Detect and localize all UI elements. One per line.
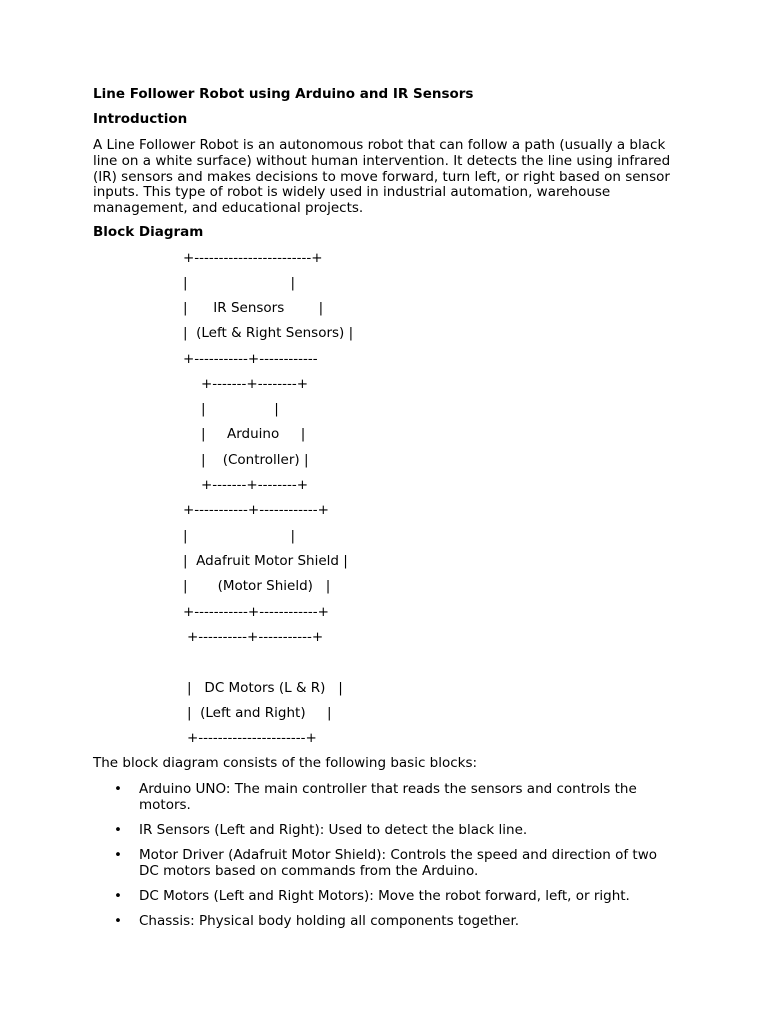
diagram-line: | (Motor Shield) | (183, 578, 331, 594)
diagram-line: | DC Motors (L & R) | (187, 680, 343, 696)
diagram-line: | (Left and Right) | (187, 705, 332, 721)
diagram-line: +----------+-----------+ (187, 629, 324, 645)
diagram-line: | Adafruit Motor Shield | (183, 553, 348, 569)
diagram-line: | | (183, 275, 296, 291)
diagram-line: +------------------------+ (183, 250, 323, 266)
diagram-line: | Arduino | (201, 426, 306, 442)
list-item (93, 782, 679, 814)
list-item-text: DC Motors (Left and Right Motors): Move the robot forward, left, or right. (139, 888, 630, 905)
block-list-intro: The block diagram consists of the following basic blocks: (93, 755, 478, 771)
introduction-heading: Introduction (93, 111, 188, 127)
diagram-line: +-----------+------------+ (183, 604, 329, 620)
list-item (93, 848, 679, 880)
block-diagram-heading: Block Diagram (93, 224, 204, 240)
bullet-icon: • (114, 888, 122, 905)
diagram-line: +-------+--------+ (201, 477, 309, 493)
diagram-line: | IR Sensors | (183, 300, 324, 316)
document-title: Line Follower Robot using Arduino and IR Sensors (93, 86, 474, 102)
bullet-icon: • (114, 781, 122, 797)
diagram-line: +----------------------+ (187, 730, 317, 746)
bullet-icon: • (114, 821, 122, 838)
diagram-line: | (Controller) | (201, 452, 309, 468)
list-item-text: Chassis: Physical body holding all components together. (139, 913, 520, 930)
list-item (93, 889, 679, 905)
diagram-line: | | (201, 401, 279, 417)
diagram-line: +-----------+------------+ (183, 502, 329, 518)
list-item-text: Arduino UNO: The main controller that reads the sensors and controls the motors. (139, 781, 637, 813)
bullet-icon: • (114, 913, 122, 930)
list-item-text: IR Sensors (Left and Right): Used to detect the black line. (139, 821, 528, 838)
list-item-text: Motor Driver (Adafruit Motor Shield): Controls the speed and direction of two DC motors based on commands from the Arduino. (139, 847, 658, 879)
component-list (93, 782, 693, 940)
diagram-line: +-------+--------+ (201, 376, 309, 392)
diagram-line: | (Left & Right Sensors) | (183, 325, 354, 341)
diagram-line: +-----------+------------ (183, 351, 318, 367)
list-item (93, 823, 679, 839)
introduction-paragraph: A Line Follower Robot is an autonomous robot that can follow a path (usually a black line on a white surface) without human intervention. It detects the line using infrared (IR) sensors and makes decisions to move forward, turn left, or right based on sensor inputs. This type of robot is widely used in industrial automation, warehouse management, and educational projects. (93, 137, 671, 217)
list-item (93, 914, 679, 930)
diagram-line: | | (183, 528, 296, 544)
bullet-icon: • (114, 847, 122, 864)
